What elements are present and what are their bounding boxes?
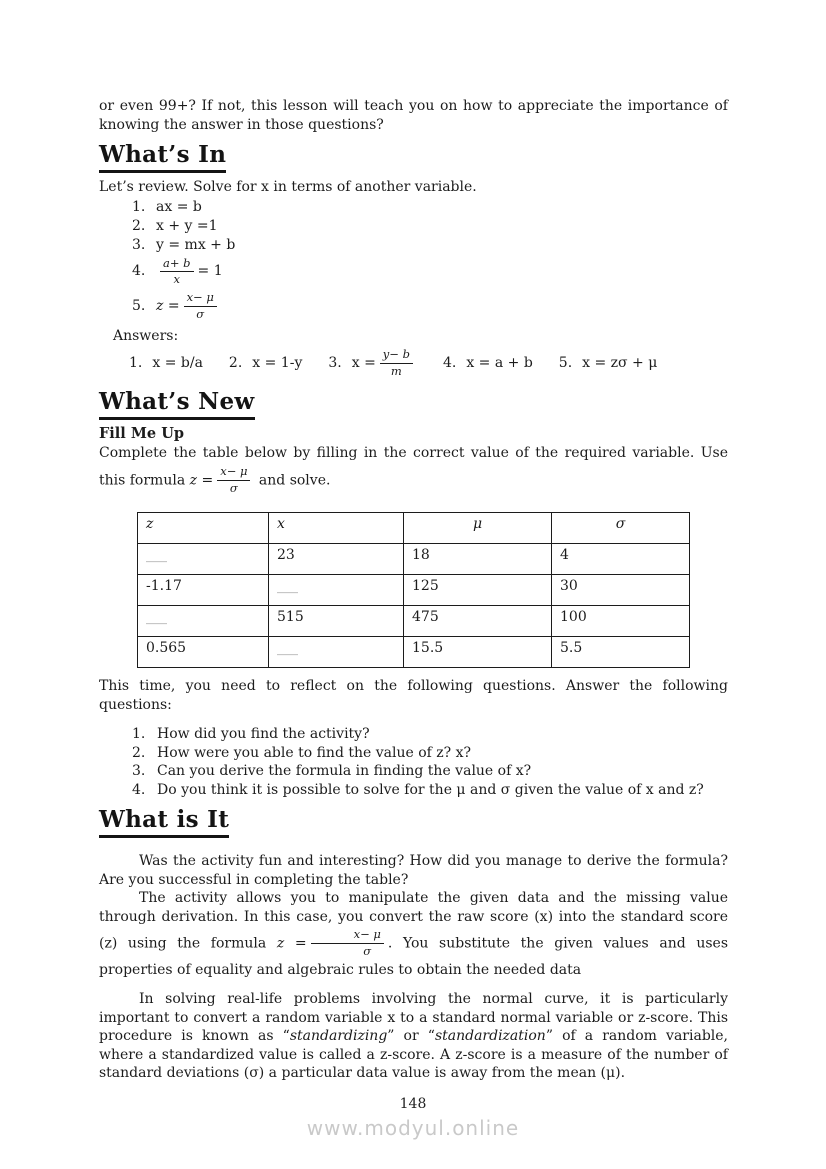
activity-description: [99, 444, 728, 497]
paragraph-text: The activity allows you to manipulate the given data and the missing value through derivation. In this case, you convert the raw score (x) into the standard score (z) using the formula: [99, 890, 728, 952]
fraction: [160, 257, 194, 288]
question-text: Do you think it is possible to solve for the μ and σ given the value of x and z?: [157, 781, 704, 798]
table-cell: 0.565: [138, 637, 269, 668]
answer-text: x = b/a: [152, 355, 203, 372]
item-number: 3.: [132, 763, 146, 780]
item-text: z =: [156, 297, 180, 314]
intro-paragraph: or even 99+? If not, this lesson will teach you on how to appreciate the importance of knowing the answer in those questions?: [99, 98, 728, 133]
table-cell: 125: [404, 575, 552, 606]
answer-text: x =: [351, 355, 376, 372]
list-item: [132, 725, 728, 744]
list-item: [132, 217, 728, 236]
review-lead: Let’s review. Solve for x in terms of another variable.: [99, 179, 477, 195]
item-number: 3.: [132, 236, 146, 253]
section-title-text: What’s New: [99, 388, 255, 420]
table-cell: -1.17: [138, 575, 269, 606]
table-row: [138, 637, 690, 668]
description-text: and solve.: [258, 472, 331, 489]
section-title-whats-new: [99, 388, 728, 420]
item-text: y = mx + b: [156, 236, 236, 253]
answer-item: [129, 355, 203, 371]
item-number: 4.: [442, 355, 457, 372]
item-text: ax = b: [156, 198, 202, 215]
answer-item: [559, 355, 658, 371]
table-header-row: [138, 513, 690, 544]
item-text: x + y =1: [156, 217, 218, 234]
fraction: [184, 291, 217, 322]
table-header: [138, 513, 690, 544]
table-cell: 5.5: [552, 637, 690, 668]
section-title-whats-in: [99, 141, 728, 173]
item-number: 1.: [132, 198, 146, 215]
table-cell: 30: [552, 575, 690, 606]
answer-item: [443, 355, 533, 371]
column-header-mu: μ: [404, 513, 552, 544]
table-cell: 515: [269, 606, 404, 637]
answers-row: [129, 346, 728, 381]
discussion-paragraph-2: [99, 889, 728, 979]
item-number: 3.: [328, 355, 342, 372]
fill-me-up-table: [137, 512, 690, 668]
fraction-denominator: σ: [196, 306, 205, 321]
watermark-url: www.modyul.online: [306, 1116, 520, 1140]
table-row: [138, 606, 690, 637]
table-cell: ___: [138, 544, 269, 575]
table-cell: 18: [404, 544, 552, 575]
fraction-denominator: x: [173, 272, 180, 287]
list-item: [132, 744, 728, 763]
list-item: [132, 198, 728, 217]
table-cell: ___: [138, 606, 269, 637]
question-text: How did you find the activity?: [157, 726, 370, 743]
answer-item: [229, 355, 302, 371]
fraction-numerator: x− μ: [184, 291, 217, 307]
item-number: 5.: [132, 297, 146, 314]
table-row: [138, 575, 690, 606]
answer-text: x = 1-y: [252, 355, 303, 372]
column-header-x: x: [269, 513, 404, 544]
activity-subtitle: Fill Me Up: [99, 424, 184, 442]
fraction: [380, 348, 413, 379]
item-number: 2.: [132, 217, 146, 234]
table-cell: 100: [552, 606, 690, 637]
section-title-text: What’s In: [99, 141, 226, 173]
table-cell: 475: [404, 606, 552, 637]
table-row: [138, 544, 690, 575]
discussion-paragraph-3: [99, 990, 728, 1083]
item-number: 1.: [132, 726, 146, 743]
fraction-numerator: a+ b: [160, 257, 194, 273]
table-cell: ___: [269, 575, 404, 606]
item-number: 2.: [132, 744, 146, 761]
paragraph-text: . You substitute the given values and uses properties of equality and algebraic rules to obtain the needed data: [99, 935, 729, 978]
fraction-denominator: σ: [229, 480, 238, 495]
list-item: [132, 781, 728, 800]
question-text: How were you able to find the value of z? x?: [157, 744, 472, 761]
discussion-paragraph-1: Was the activity fun and interesting? How did you manage to derive the formula? Are you successful in completing the table?: [99, 853, 728, 888]
item-number: 5.: [558, 355, 573, 372]
answer-text: x = a + b: [466, 355, 533, 372]
fraction-numerator: x− μ: [311, 928, 384, 944]
list-item: [132, 289, 728, 324]
answer-item: [328, 346, 417, 381]
answers-label: Answers:: [113, 327, 179, 344]
list-item: [132, 236, 728, 255]
column-header-sigma: σ: [552, 513, 690, 544]
review-list: [132, 198, 728, 324]
table-body: [138, 544, 690, 668]
questions-list: [132, 725, 728, 799]
fraction: [311, 928, 384, 959]
italic-term: standardization: [434, 1028, 546, 1045]
fraction-denominator: m: [390, 363, 402, 378]
table-cell: ___: [269, 637, 404, 668]
fraction-numerator: x− μ: [217, 465, 250, 481]
column-header-z: z: [138, 513, 269, 544]
paragraph-text: ” of a random variable, where a standardized value is called a z-score. A z-score is a measure of the number of standard deviations (σ) a particular data value is away from the mean (μ).: [99, 1028, 728, 1082]
italic-term: standardizing: [289, 1028, 388, 1045]
fraction: [217, 465, 250, 496]
page-content: [99, 97, 728, 1083]
item-text: = 1: [197, 263, 223, 280]
formula-lhs: z =: [276, 935, 307, 952]
list-item: [132, 762, 728, 781]
answer-text: x = zσ + μ: [582, 355, 658, 372]
item-number: 4.: [132, 781, 146, 798]
reflect-paragraph: This time, you need to reflect on the following questions. Answer the following questions:: [99, 678, 728, 713]
description-text: Complete the table below by filling in the correct value of the required variable. Use this formula: [99, 445, 728, 489]
paragraph-text: ” or “: [387, 1028, 435, 1045]
section-title-what-is-it: [99, 806, 728, 838]
question-text: Can you derive the formula in finding the value of x?: [157, 763, 532, 780]
table-cell: 4: [552, 544, 690, 575]
item-number: 1.: [129, 355, 143, 372]
table-cell: 15.5: [404, 637, 552, 668]
fraction-denominator: σ: [363, 944, 372, 959]
fraction-numerator: y− b: [380, 348, 413, 364]
table-cell: 23: [269, 544, 404, 575]
section-title-text: What is It: [99, 806, 229, 838]
item-number: 2.: [228, 355, 243, 372]
paragraph-text: In solving real-life problems involving the normal curve, it is particularly important to convert a random variable x to a standard normal variable or z-score. This procedure is known as “: [99, 991, 728, 1045]
list-item: [132, 255, 728, 290]
item-number: 4.: [132, 263, 146, 280]
page-number: 148: [399, 1096, 427, 1112]
formula-lhs: z =: [189, 472, 214, 489]
